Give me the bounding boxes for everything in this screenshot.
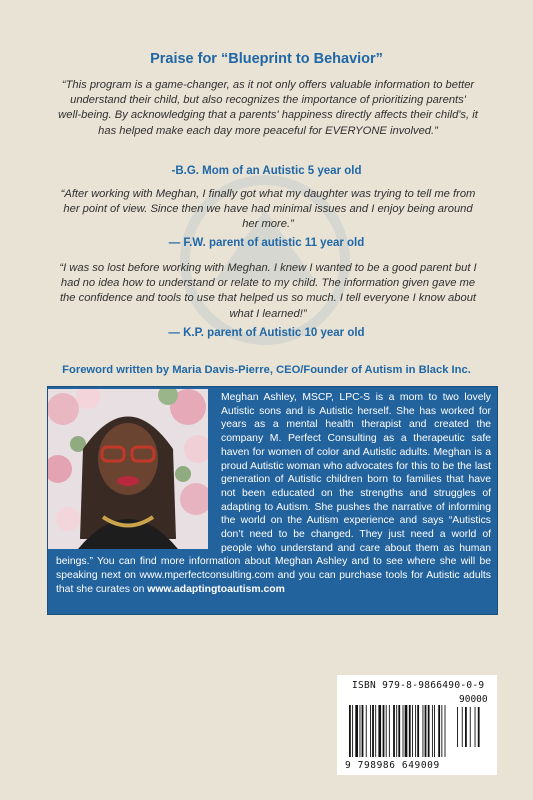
testimonial-author-1: -B.G. Mom of an Autistic 5 year old <box>171 165 362 177</box>
barcode-bar <box>428 705 430 757</box>
barcode-bar <box>438 705 440 757</box>
author-bio-box <box>47 386 498 615</box>
price-barcode-bar <box>470 707 471 747</box>
barcode-bar <box>425 705 427 757</box>
barcode-bar <box>393 705 395 757</box>
barcode-bar <box>423 705 424 757</box>
isbn-number: ISBN 979-8-9866490-0-9 <box>352 680 485 691</box>
barcode-bar <box>403 705 404 757</box>
barcode-bar <box>370 705 371 757</box>
praise-heading: Praise for “Blueprint to Behavior” <box>150 51 383 67</box>
barcode-bar <box>415 705 416 757</box>
barcode-bar <box>432 705 433 757</box>
barcode-label <box>337 675 497 775</box>
testimonial-quote-3: “I was so lost before working with Meghan. I knew I wanted to be a good parent but I had no idea how to understand or relate to my child. The information given gave me the confidence and tools to use that helped us so much. I tell everyone I know about what I learned!” <box>59 262 477 320</box>
barcode-bar <box>386 705 387 757</box>
barcode-bar <box>412 705 413 757</box>
barcode-digits: 9 798986 649009 <box>345 760 440 771</box>
testimonial-quote-1: “This program is a game-changer, as it not only offers valuable information to better understand their child, but also recognizes the importance of prioritizing parents' well-being. By acknowledging that a parents' happiness directly affects their child's, it has helped make each day more peaceful for EVERYONE involved.” <box>58 79 478 137</box>
barcode-bar <box>366 705 367 757</box>
barcode-bar <box>417 705 419 757</box>
barcode-bar <box>405 705 408 757</box>
barcode-bar <box>372 705 374 757</box>
price-barcode-bar <box>478 707 480 747</box>
foreword-credit: Foreword written by Maria Davis-Pierre, CEO/Founder of Autism in Black Inc. <box>62 364 471 376</box>
barcode-bar <box>434 705 435 757</box>
website-link[interactable]: www.adaptingtoautism.com <box>147 583 285 595</box>
barcode-bar <box>409 705 411 757</box>
barcode-bar <box>375 705 376 757</box>
barcode-bar <box>360 705 361 757</box>
price-barcode-bar <box>462 707 463 747</box>
price-barcode-bar <box>475 707 476 747</box>
barcode-bar <box>352 705 353 757</box>
barcode-bar <box>349 705 351 757</box>
author-bio <box>56 391 491 597</box>
barcode-bar <box>445 705 446 757</box>
price-code: 90000 <box>459 694 488 705</box>
barcode-bar <box>389 705 390 757</box>
author-bio-text: Meghan Ashley, MSCP, LPC-S is a mom to two lovely Autistic sons and is Autistic herself. She has worked for years as a mental health therapist and created the company M. Perfect Consulting as a therapeutic safe haven for women of color and Autistic adults. Meghan is a proud Autistic woman who advocates for this to be the last generation of Autistic children born to families that have not been educated on the strengths and struggles of adapting to Autism. She pushes the narrative of informing the world on the Autism experience and says “Autistics don’t need to be changed. They just need a world of people who understand and care about them as human beings.” You can find more information about Meghan Ashley and to see where she will be speaking next on www.mperfectconsulting.com and you can purchase tools for Autistic adults that she curates on <box>56 392 491 595</box>
price-barcode-bar <box>457 707 458 747</box>
barcode-bar <box>398 705 400 757</box>
barcode-bar <box>378 705 381 757</box>
price-barcode-bar <box>465 707 467 747</box>
barcode-bar <box>383 705 385 757</box>
testimonial-author-2: — F.W. parent of autistic 11 year old <box>168 237 365 249</box>
testimonial-quote-2: “After working with Meghan, I finally got what my daughter was trying to tell me from her point of view. Since then we have had minimal issues and I enjoy being around her more.” <box>60 188 476 231</box>
barcode-bar <box>362 705 364 757</box>
testimonial-author-3: — K.P. parent of Autistic 10 year old <box>168 327 365 339</box>
barcode-bar <box>396 705 397 757</box>
barcode-bar <box>441 705 442 757</box>
barcode-bar <box>355 705 358 757</box>
